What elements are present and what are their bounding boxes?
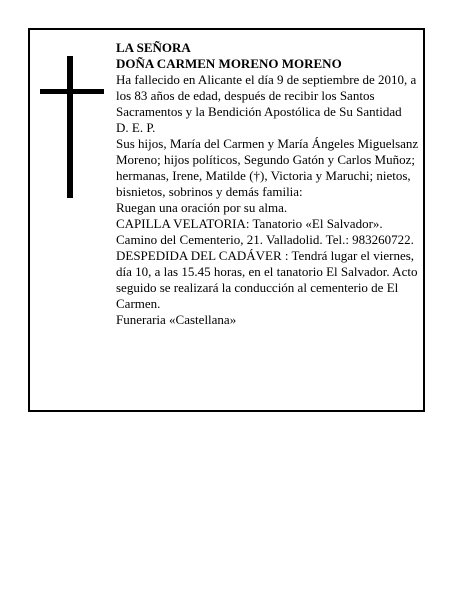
prayer-line: Ruegan una oración por su alma. <box>116 200 288 215</box>
family-line: Sus hijos, María del Carmen y María Ángeles Miguelsanz Moreno; hijos políticos, Segundo Gatón y Carlos Muñoz; hermanas, Irene, Matilde (†), Victoria y Maruchi; nietos, bisnietos, sobrinos y demás familia: <box>116 136 419 199</box>
farewell-line <box>116 248 422 312</box>
dep-line: D. E. P. <box>116 120 156 135</box>
farewell-text: : Tendrá lugar el viernes, día 10, a las 15.45 horas, en el tanatorio El Salvador. Acto seguido se realizará la conducción al cementerio de El Carmen. <box>116 248 418 311</box>
cross-vertical-bar <box>67 56 73 198</box>
cross-icon <box>40 56 104 198</box>
deceased-name: DOÑA CARMEN MORENO MORENO <box>116 56 342 71</box>
farewell-label: DESPEDIDA DEL CADÁVER <box>116 248 282 263</box>
death-info: Ha fallecido en Alicante el día 9 de septiembre de 2010, a los 83 años de edad, después de recibir los Santos Sacramentos y la Bendición Apostólica de Su Santidad <box>116 72 417 119</box>
chapel-line: CAPILLA VELATORIA: Tanatorio «El Salvador». Camino del Cementerio, 21. Valladolid. Tel.: 983260722. <box>116 216 414 247</box>
cross-horizontal-bar <box>40 89 104 94</box>
funeral-home: Funeraria «Castellana» <box>116 312 237 327</box>
obituary-notice <box>28 28 425 412</box>
notice-text <box>116 40 422 328</box>
notice-heading: LA SEÑORA <box>116 40 191 55</box>
